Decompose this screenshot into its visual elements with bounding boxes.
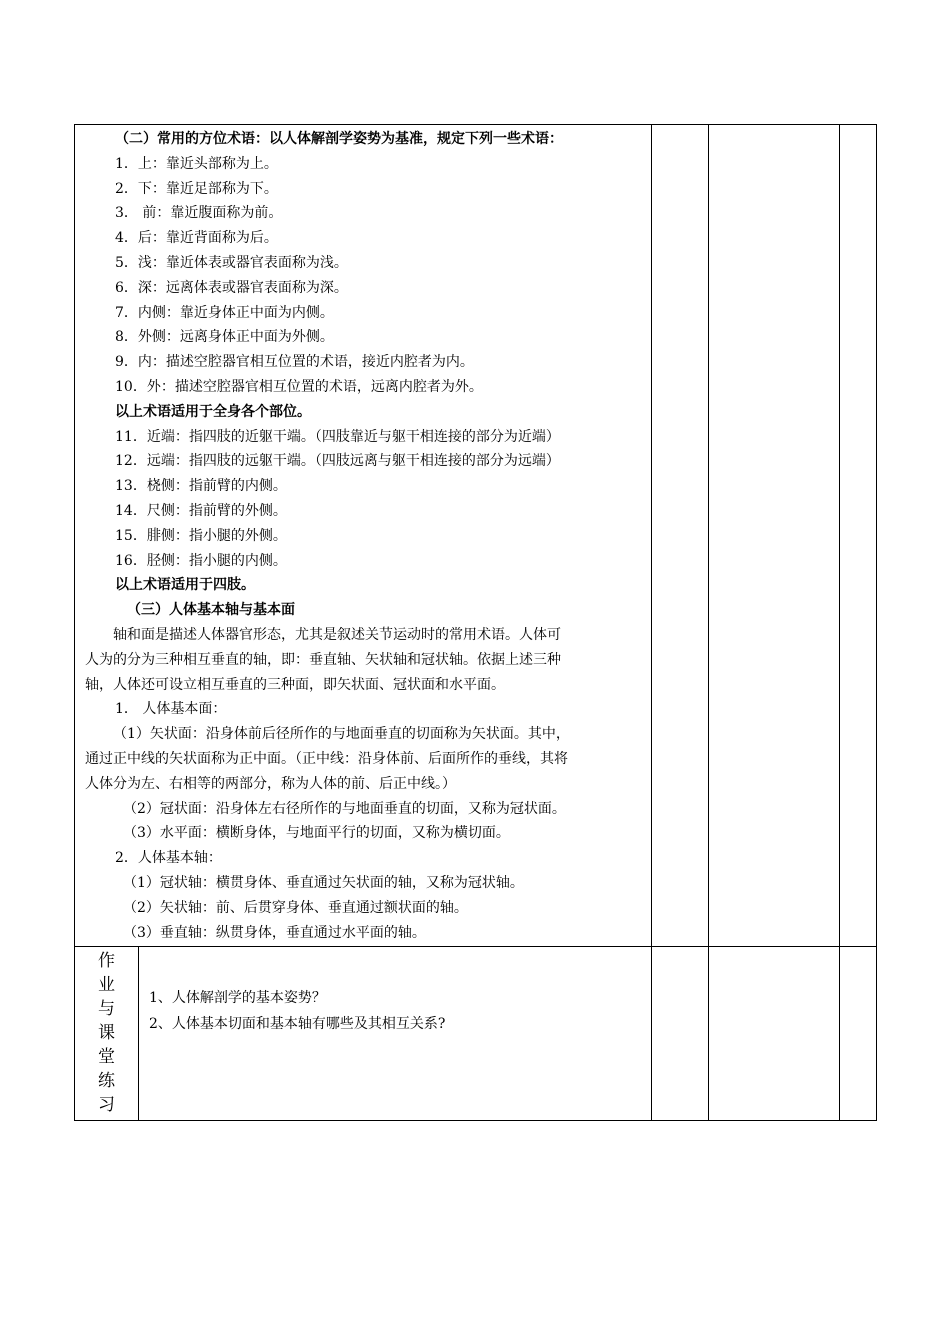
intro-line: 轴，人体还可设立相互垂直的三种面，即矢状面、冠状面和水平面。 [85,676,505,693]
empty-cell [840,947,877,1121]
planes-title: 1． 人体基本面： [115,701,227,718]
term-item: 10．外：描述空腔器官相互位置的术语，远离内腔者为外。 [115,378,483,395]
label-char: 练 [98,1071,115,1091]
sagittal-line: （1）矢状面：沿身体前后径所作的与地面垂直的切面称为矢状面。其中， [113,726,570,743]
intro-line: 轴和面是描述人体器官形态，尤其是叙述关节运动时的常用术语。人体可 [113,626,561,643]
homework-question: 1、人体解剖学的基本姿势？ [149,990,326,1006]
label-char: 课 [98,1023,115,1043]
intro-line: 人为的分为三种相互垂直的轴，即：垂直轴、矢状轴和冠状轴。依据上述三种 [85,651,561,668]
label-char: 作 [98,951,115,971]
empty-cell [840,125,877,947]
limb-term-item: 13．桡侧：指前臂的内侧。 [115,478,287,495]
empty-cell [652,947,709,1121]
homework-questions [139,947,651,1037]
limb-term-item: 14．尺侧：指前臂的外侧。 [115,502,287,519]
homework-content-cell [139,947,652,1121]
empty-cell [709,947,840,1121]
term-item: 5．浅：靠近体表或器官表面称为浅。 [115,254,348,271]
empty-cell [709,125,840,947]
homework-question: 2、人体基本切面和基本轴有哪些及其相互关系? [149,1016,446,1032]
label-char: 业 [98,975,115,995]
limb-term-item: 16．胫侧：指小腿的内侧。 [115,552,287,569]
axis-item: （2）矢状轴：前、后贯穿身体、垂直通过额状面的轴。 [123,899,468,916]
limb-term-item: 15．腓侧：指小腿的外侧。 [115,527,287,544]
limb-term-item: 12．远端：指四肢的远躯干端。（四肢远离与躯干相连接的部分为远端） [115,453,560,470]
sagittal-line: 通过正中线的矢状面称为正中面。（正中线：沿身体前、后面所作的垂线，其将 [85,750,568,767]
term-item: 7．内侧：靠近身体正中面为内侧。 [115,304,334,321]
content-body [75,125,651,945]
term-item: 6．深：远离体表或器官表面称为深。 [115,279,348,296]
lesson-table [74,124,877,1121]
axis-item: （3）垂直轴：纵贯身体，垂直通过水平面的轴。 [123,924,426,941]
homework-label [75,947,138,1117]
empty-cell [652,125,709,947]
axes-title: 2．人体基本轴： [115,850,222,867]
note-limbs: 以上术语适用于四肢。 [115,577,255,594]
content-cell [75,125,652,947]
label-char: 与 [98,999,115,1019]
term-item: 4．后：靠近背面称为后。 [115,230,278,247]
label-char: 习 [98,1095,115,1115]
term-item: 9．内：描述空腔器官相互位置的术语，接近内腔者为内。 [115,354,474,371]
note-whole-body: 以上术语适用于全身各个部位。 [115,403,311,420]
term-item: 1．上：靠近头部称为上。 [115,155,278,172]
term-item: 2．下：靠近足部称为下。 [115,180,278,197]
sagittal-line: 人体分为左、右相等的两部分，称为人体的前、后正中线。） [85,775,456,792]
limb-term-item: 11．近端：指四肢的近躯干端。（四肢靠近与躯干相连接的部分为近端） [115,428,560,445]
homework-row [75,947,877,1121]
homework-label-cell [75,947,139,1121]
axis-item: （1）冠状轴：横贯身体、垂直通过矢状面的轴，又称为冠状轴。 [123,874,524,891]
section3-heading: （三）人体基本轴与基本面 [127,602,295,619]
coronal-plane: （2）冠状面：沿身体左右径所作的与地面垂直的切面，又称为冠状面。 [123,800,566,817]
content-row [75,125,877,947]
label-char: 堂 [98,1047,115,1067]
horizontal-plane: （3）水平面：横断身体，与地面平行的切面，又称为横切面。 [123,825,510,842]
section2-heading: （二）常用的方位术语：以人体解剖学姿势为基准，规定下列一些术语： [115,131,563,147]
term-item: 3． 前：靠近腹面称为前。 [115,205,283,222]
term-item: 8．外侧：远离身体正中面为外侧。 [115,329,334,346]
